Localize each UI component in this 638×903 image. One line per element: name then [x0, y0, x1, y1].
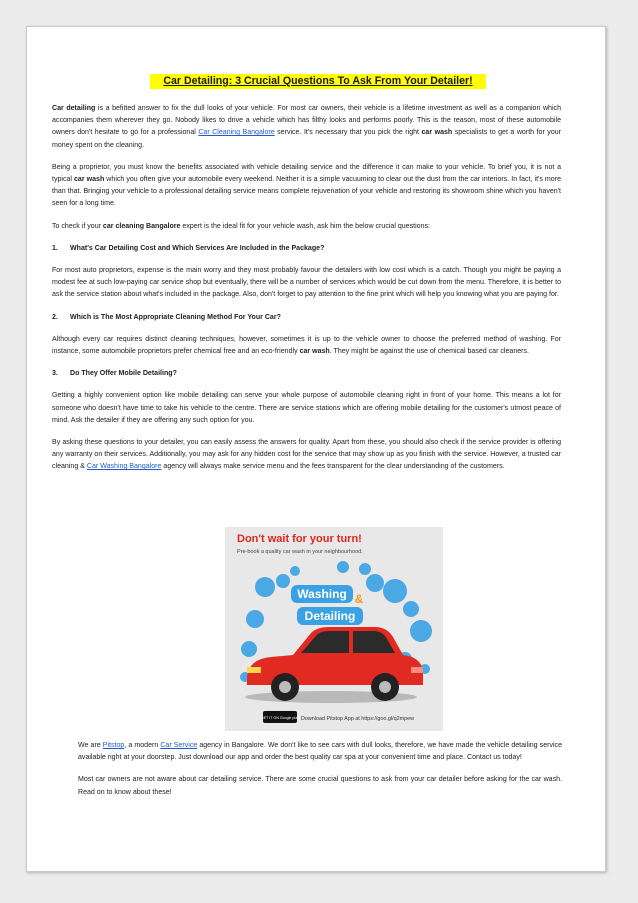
closing-section	[78, 740, 562, 809]
page-title: Car Detailing: 3 Crucial Questions To Ask From Your Detailer!	[150, 74, 486, 89]
question-2-heading: 2. Which is The Most Appropriate Cleaning Method For Your Car?	[52, 313, 281, 321]
pitstop-link[interactable]: Pitstop	[102, 742, 125, 749]
method-paragraph: Although every car requires distinct cleaning techniques, however, sometimes it is up to the vehicle owner to choose the preferred method of washing. For instance, some automobile proprietors prefer chemical free and an eco-friendly car wash. They might be against the use of chemical based car cleaners.	[52, 335, 561, 356]
car-service-link[interactable]: Car Service	[160, 742, 198, 749]
mobile-detailing-paragraph: Getting a highly convenient option like mobile detailing can serve your whole purpose of automobile cleaning right in front of your home. This means a lot for someone who doesn't have time to take his vehicle to the centre. There are service stations which are offering mobile detailing for the customer's utmost peace of mind. Ask the detailer if they are offering any such option for you.	[52, 392, 561, 424]
about-paragraph: We are Pitstop, a modern Car Service agency in Bangalore. We don't like to see cars with dull looks, therefore, we have made the vehicle detailing service available right at your doorstep. Just download our app and order the best quality car spa at your convenient time and place. Contact us today!	[78, 742, 562, 762]
badge-detailing: Detailing	[304, 609, 356, 623]
assessment-paragraph: By asking these questions to your detailer, you can easily assess the answers for quality. Apart from these, you should also check if the service provider is offering any warranty on their services. Additionally, you may ask for any hidden cost for the service that may show up as you finish with the service. However, a trusted car cleaning & Car Washing Bangalore agency will always make service menu and the fees transparent for the clear understanding of the customers.	[52, 439, 561, 471]
ad-headline: Don't wait for your turn!	[237, 533, 362, 545]
ad-subline: Pre-book a quality car wash in your neighbourhood.	[237, 549, 363, 555]
badge-ampersand: &	[354, 592, 364, 606]
pitstop-ad-image	[225, 527, 443, 731]
car-cleaning-bangalore-link[interactable]: Car Cleaning Bangalore	[198, 129, 275, 137]
questions-intro-paragraph: To check if your car cleaning Bangalore expert is the ideal fit for your vehicle wash, ask him the below crucial questions:	[52, 222, 430, 230]
question-3-heading: 3. Do They Offer Mobile Detailing?	[52, 370, 177, 378]
cost-paragraph: For most auto proprietors, expense is the main worry and they most probably favour the detailers with low cost which is a catch. Though you might be paying a modest fee at such low-paying car service shop but eventually, there will be a number of services which would be cut down from the menu. Therefore, it is better to ask the service station about what's included in the package. Also, don't forget to pay attention to the fine print which will help you knowing what you are paying for.	[52, 267, 561, 299]
intro-paragraph: Car detailing is a befitted answer to fix the dull looks of your vehicle. For most car owners, their vehicle is a lifetime investment as well as a companion which accompanies them wherever they go. Nobody likes to drive a vehicle which has filthy looks and performs poorly. This is the reason, most of these automobile owners don't hesitate to go for a professional Car Cleaning Bangalore service. It's necessary that you pick the right car wash specialists to get a worth for your money spent on the cleaning.	[52, 105, 562, 149]
ad-graphic	[225, 527, 443, 731]
download-text: Download Pitstop App at https://goo.gl/q2mpew	[301, 716, 414, 722]
question-1-heading: 1. What's Car Detailing Cost and Which Services Are Included in the Package?	[52, 244, 325, 252]
article-body	[52, 77, 561, 484]
badge-washing: Washing	[297, 587, 347, 601]
benefits-paragraph: Being a proprietor, you must know the benefits associated with vehicle detailing service and the difference it can make to your vehicle. To brief you, it is not a typical car wash which you often give your automobile every weekend. Neither it is a simple vacuuming to clear out the dust from the car interiors. In fact, it's more than that. Bringing your vehicle to a professional detailing service means complete rejuvenation of your vehicle and restoring its showroom shine which you haven't seen for a long time.	[52, 163, 561, 208]
google-play-label: GET IT ON Google play	[260, 716, 300, 720]
car-washing-bangalore-link[interactable]: Car Washing Bangalore	[86, 463, 162, 471]
closing-paragraph: Most car owners are not aware about car detailing service. There are some crucial questions to ask from your car detailer before asking for the car wash. Read on to know about these!	[78, 776, 562, 796]
